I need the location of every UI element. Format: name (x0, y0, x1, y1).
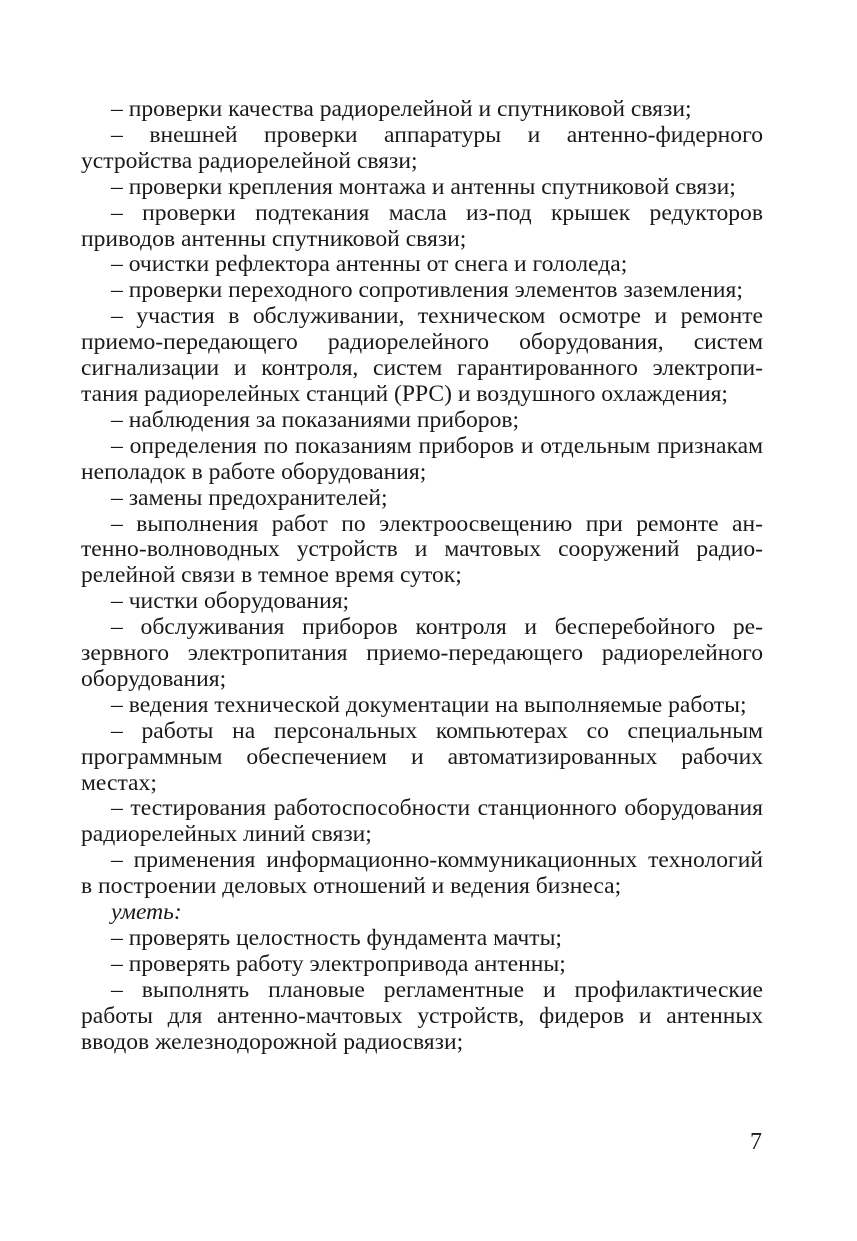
list-item: – проверки подтекания масла из-под крышек редукторов приводов антенны спутниковой связи; (81, 199, 763, 252)
list-item: – внешней проверки аппаратуры и антенно-фидерного устройства радиорелейной связи; (81, 121, 763, 174)
list-item: – проверять работу электропривода антенны; (111, 950, 566, 977)
list-item: – проверки качества радиорелейной и спутниковой связи; (111, 96, 692, 122)
list-item: – замены предохранителей; (111, 484, 388, 511)
list-item: – чистки оборудования; (111, 588, 350, 615)
list-item: – проверки крепления монтажа и антенны спутниковой связи; (111, 173, 736, 200)
list-item: – выполнения работ по электроосвещению при ремонте антенно-волноводных устройств и мачтовых сооружений радиорелейной связи в темное время суток; (81, 510, 763, 589)
list-item: – тестирования работоспособности станционного оборудования радиорелейных линий связи; (81, 795, 763, 848)
list-item: – проверки переходного сопротивления элементов заземления; (111, 277, 743, 304)
list-item: – участия в обслуживании, техническом осмотре и ремонте приемо-передающего радиорелейного оборудования, систем сигнализации и контроля, систем гарантированного электропитания радиорелейных станций (РРС) и воздушного охлаждения; (81, 303, 763, 407)
list-item: – наблюдения за показаниями приборов; (111, 406, 520, 433)
list-item: – ведения технической документации на выполняемые работы; (111, 691, 747, 718)
page-number: 7 (750, 1129, 762, 1155)
list-item: – работы на персональных компьютерах со специальным программным обеспечением и автоматизированных рабочих местах; (81, 717, 763, 796)
section-subheading: уметь: (111, 899, 182, 926)
list-item: – выполнять плановые регламентные и профилактические работы для антенно-мачтовых устройств, фидеров и антенных вводов железнодорожной радиосвязи; (81, 976, 763, 1055)
page-body (81, 97, 763, 1056)
list-item: – очистки рефлектора антенны от снега и гололеда; (111, 251, 628, 278)
list-item: – применения информационно-коммуникационных технологий в построении деловых отношений и ведения бизнеса; (81, 847, 763, 900)
list-item: – обслуживания приборов контроля и бесперебойного резервного электропитания приемо-передающего радиорелейного оборудования; (81, 614, 763, 692)
list-item: – проверять целостность фундамента мачты; (111, 925, 562, 951)
list-item: – определения по показаниям приборов и отдельным признакам неполадок в работе оборудования; (81, 432, 763, 485)
